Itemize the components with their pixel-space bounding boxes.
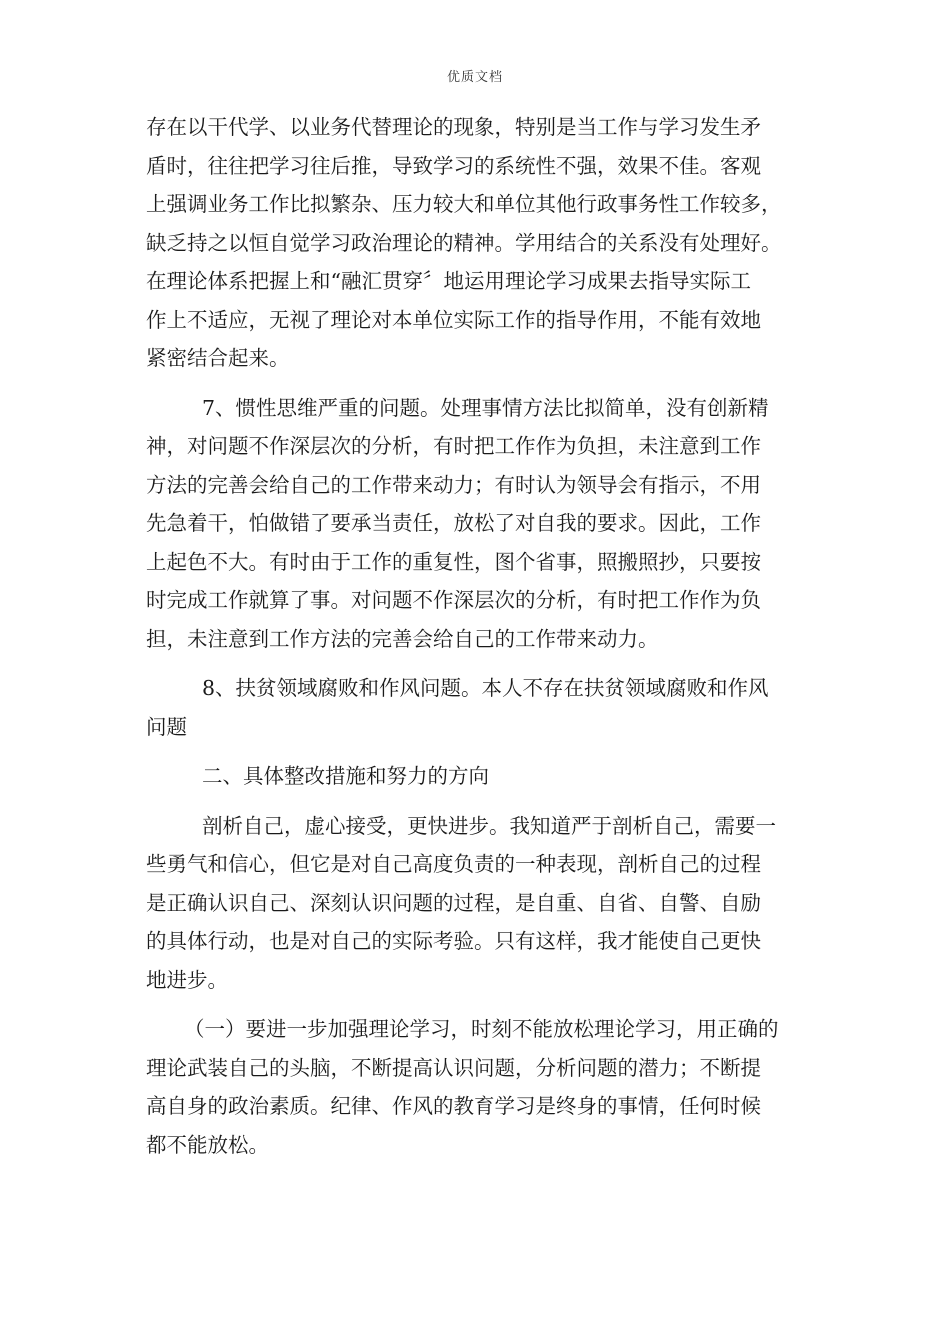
paragraph-self-analysis	[146, 807, 806, 1000]
text-line: 盾时，往往把学习往后推，导致学习的系统性不强，效果不佳。客观	[146, 153, 761, 178]
document-body	[146, 108, 806, 1164]
section-heading: 二、具体整改措施和努力的方向	[202, 764, 489, 788]
text-line: 缺乏持之以恒自觉学习政治理论的精神。学用结合的关系没有处理好。	[146, 230, 782, 255]
text-line: 紧密结合起来。	[146, 346, 290, 370]
paragraph-item-8	[146, 669, 806, 746]
text-line: 先急着干，怕做错了要承当责任，放松了对自我的要求。因此，工作	[146, 511, 761, 535]
page-header: 优质文档	[446, 70, 503, 85]
paragraph-item-7	[146, 389, 806, 659]
text-line: 的具体行动，也是对自己的实际考验。只有这样，我才能使自己更快	[146, 929, 761, 953]
text-line: 方法的完善会给自己的工作带来动力；有时认为领导会有指示，不用	[146, 472, 761, 497]
text-line: 存在以干代学、以业务代替理论的现象，特别是当工作与学习发生矛	[146, 115, 761, 139]
text-line: 上强调业务工作比拟繁杂、压力较大和单位其他行政事务性工作较多，	[146, 192, 782, 216]
section-heading-rectification	[146, 757, 806, 796]
text-line: 在理论体系把握上和“融汇贯穿〞地运用理论学习成果去指导实际工	[146, 269, 751, 293]
paragraph-measure-1	[146, 1010, 806, 1164]
text-line: 时完成工作就算了事。对问题不作深层次的分析，有时把工作作为负	[146, 588, 761, 612]
text-line: 上起色不大。有时由于工作的重复性，图个省事，照搬照抄，只要按	[146, 549, 761, 574]
text-line: 理论武装自己的头脑，不断提高认识问题，分析问题的潜力；不断提	[146, 1055, 761, 1080]
text-line: 神，对问题不作深层次的分析，有时把工作作为负担，未注意到工作	[146, 434, 761, 458]
text-line: 地进步。	[146, 967, 228, 992]
text-line: 7、惯性思维严重的问题。处理事情方法比拟简单，没有创新精	[202, 395, 769, 420]
text-line: 问题	[146, 714, 187, 739]
text-line: 些勇气和信心，但它是对自己高度负责的一种表现，剖析自己的过程	[146, 852, 761, 876]
text-line: 剖析自己，虚心接受，更快进步。我知道严于剖析自己，需要一	[202, 813, 776, 838]
text-line: 是正确认识自己、深刻认识问题的过程，是自重、自省、自警、自励	[146, 890, 761, 915]
text-line: 作上不适应，无视了理论对本单位实际工作的指导作用，不能有效地	[146, 307, 761, 332]
text-line: 都不能放松。	[146, 1132, 269, 1157]
paragraph-study-issues	[146, 108, 806, 378]
text-line: （一）要进一步加强理论学习，时刻不能放松理论学习，用正确的	[184, 1017, 779, 1041]
text-line: 高自身的政治素质。纪律、作风的教育学习是终身的事情，任何时候	[146, 1094, 761, 1118]
text-line: 8、扶贫领域腐败和作风问题。本人不存在扶贫领域腐败和作风	[202, 676, 769, 700]
text-line: 担，未注意到工作方法的完善会给自己的工作带来动力。	[146, 626, 659, 651]
